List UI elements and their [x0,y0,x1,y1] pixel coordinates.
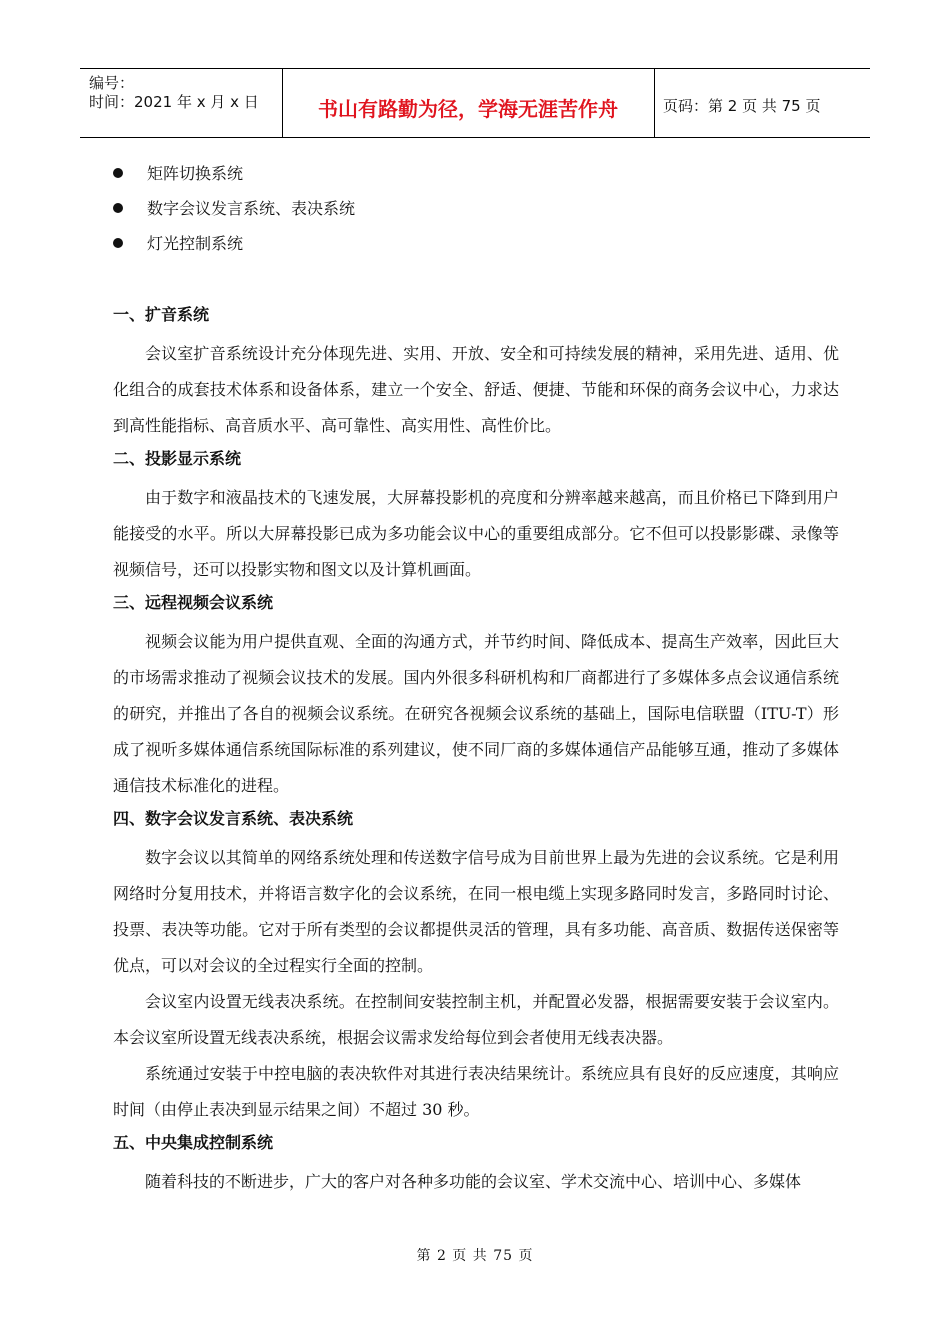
section-paragraph: 会议室扩音系统设计充分体现先进、实用、开放、安全和可持续发展的精神，采用先进、适用、优化组合的成套技术体系和设备体系，建立一个安全、舒适、便捷、节能和环保的商务会议中心，力求达到高性能指标、高音质水平、高可靠性、高实用性、高性价比。 [113,344,839,435]
bullet-dot-icon [113,238,123,248]
section-paragraph: 数字会议以其简单的网络系统处理和传送数字信号成为目前世界上最为先进的会议系统。它是利用网络时分复用技术，并将语言数字化的会议系统，在同一根电缆上实现多路同时发言，多路同时讨论、投票、表决等功能。它对于所有类型的会议都提供灵活的管理，具有多功能、高音质、数据传送保密等优点，可以对会议的全过程实行全面的控制。 [113,848,839,975]
section-heading: 三、远程视频会议系统 [113,593,274,612]
header-page-info: 页码：第 2 页 共 75 页 [663,97,821,115]
section-heading: 四、数字会议发言系统、表决系统 [113,809,354,828]
section-heading: 五、中央集成控制系统 [113,1133,274,1152]
section-heading: 一、扩音系统 [113,305,210,324]
page-footer: 第 2 页 共 75 页 [416,1248,534,1264]
header-page-cell [654,69,870,137]
bullet-text: 灯光控制系统 [147,234,244,253]
header-motto-cell [282,69,655,137]
bullet-dot-icon [113,168,123,178]
bullet-dot-icon [113,203,123,213]
section-paragraph: 由于数字和液晶技术的飞速发展，大屏幕投影机的亮度和分辨率越来越高，而且价格已下降到用户能接受的水平。所以大屏幕投影已成为多功能会议中心的重要组成部分。它不但可以投影影碟、录像等视频信号，还可以投影实物和图文以及计算机画面。 [113,488,839,579]
section-heading: 二、投影显示系统 [113,449,242,468]
header-motto: 书山有路勤为径，学海无涯苦作舟 [318,97,618,121]
section-paragraph: 视频会议能为用户提供直观、全面的沟通方式，并节约时间、降低成本、提高生产效率，因此巨大的市场需求推动了视频会议技术的发展。国内外很多科研机构和厂商都进行了多媒体多点会议通信系统的研究，并推出了各自的视频会议系统。在研究各视频会议系统的基础上，国际电信联盟（ITU-T）形成了视听多媒体通信系统国际标准的系列建议，使不同厂商的多媒体通信产品能够互通，推动了多媒体通信技术标准化的进程。 [113,632,839,795]
bullet-text: 矩阵切换系统 [147,164,244,183]
section-paragraph: 系统通过安装于中控电脑的表决软件对其进行表决结果统计。系统应具有良好的反应速度，其响应时间（由停止表决到显示结果之间）不超过 30 秒。 [113,1064,839,1119]
section-paragraph: 会议室内设置无线表决系统。在控制间安装控制主机，并配置必发器，根据需要安装于会议室内。本会议室所设置无线表决系统，根据会议需求发给每位到会者使用无线表决器。 [113,992,839,1047]
bullet-text: 数字会议发言系统、表决系统 [147,199,356,218]
page-header [80,68,870,138]
header-meta-cell [80,69,283,137]
document-number-label: 编号： [89,74,135,92]
document-time-label: 时间：2021 年 x 月 x 日 [89,93,259,111]
section-paragraph: 随着科技的不断进步，广大的客户对各种多功能的会议室、学术交流中心、培训中心、多媒体 [145,1172,802,1191]
document-body [113,300,839,1200]
